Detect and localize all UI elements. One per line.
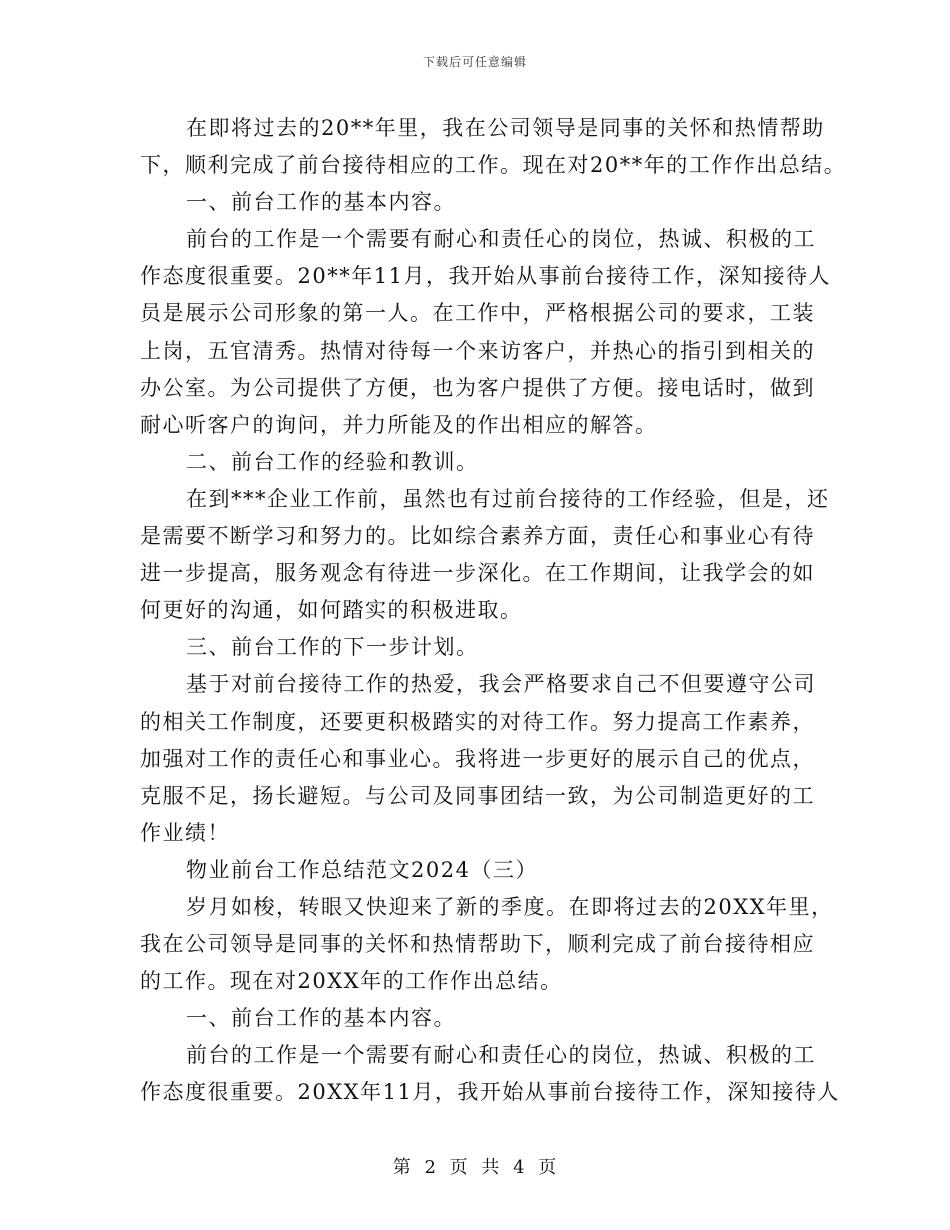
text-line: 在到***企业工作前，虽然也有过前台接待的工作经验，但是，还 xyxy=(186,486,830,511)
text-line: 在即将过去的20**年里，我在公司领导是同事的关怀和热情帮助 xyxy=(186,116,825,140)
text-line: 进一步提高，服务观念有待进一步深化。在工作期间，让我学会的如 xyxy=(140,561,815,586)
text-line: 加强对工作的责任心和事业心。我将进一步更好的展示自己的优点， xyxy=(140,746,815,771)
text-line: 上岗，五官清秀。热情对待每一个来访客户，并热心的指引到相关的 xyxy=(140,338,815,363)
text-line: 二、前台工作的经验和教训。 xyxy=(186,449,479,474)
text-line: 耐心听客户的询问，并力所能及的作出相应的解答。 xyxy=(140,412,658,437)
text-line: 作态度很重要。20**年11月，我开始从事前台接待工作，深知接待人 xyxy=(140,264,831,289)
text-line: 作业绩！ xyxy=(140,820,230,845)
page-footer: 第 2 页 共 4 页 xyxy=(392,1157,558,1178)
text-line: 员是展示公司形象的第一人。在工作中，严格根据公司的要求，工装 xyxy=(140,301,815,326)
text-line: 办公室。为公司提供了方便，也为客户提供了方便。接电话时，做到 xyxy=(140,375,815,400)
text-line: 的相关工作制度，还要更积极踏实的对待工作。努力提高工作素养， xyxy=(140,709,815,734)
document-body xyxy=(140,110,847,1112)
text-line: 前台的工作是一个需要有耐心和责任心的岗位，热诚、积极的工 xyxy=(186,1043,816,1068)
text-line: 岁月如梭，转眼又快迎来了新的季度。在即将过去的20XX年里， xyxy=(186,894,834,919)
text-line: 克服不足，扬长避短。与公司及同事团结一致，为公司制造更好的工 xyxy=(140,783,815,808)
text-line: 基于对前台接待工作的热爱，我会严格要求自己不但要遵守公司 xyxy=(186,672,816,697)
text-line: 一、前台工作的基本内容。 xyxy=(186,190,456,215)
text-line: 下，顺利完成了前台接待相应的工作。现在对20**年的工作作出总结。 xyxy=(140,153,847,178)
text-line: 的工作。现在对20XX年的工作作出总结。 xyxy=(140,969,563,994)
text-line: 三、前台工作的下一步计划。 xyxy=(186,635,479,660)
page-header: 下载后可任意编辑 xyxy=(422,55,527,69)
text-line: 是需要不断学习和努力的。比如综合素养方面，责任心和事业心有待 xyxy=(140,524,815,549)
text-line: 我在公司领导是同事的关怀和热情帮助下，顺利完成了前台接待相应 xyxy=(140,932,815,957)
text-line: 何更好的沟通，如何踏实的积极进取。 xyxy=(140,598,523,623)
text-line: 作态度很重要。20XX年11月，我开始从事前台接待工作，深知接待人 xyxy=(140,1080,840,1105)
text-line: 前台的工作是一个需要有耐心和责任心的岗位，热诚、积极的工 xyxy=(186,227,816,252)
text-line: 物业前台工作总结范文2024（三） xyxy=(186,857,538,882)
text-line: 一、前台工作的基本内容。 xyxy=(186,1006,456,1031)
